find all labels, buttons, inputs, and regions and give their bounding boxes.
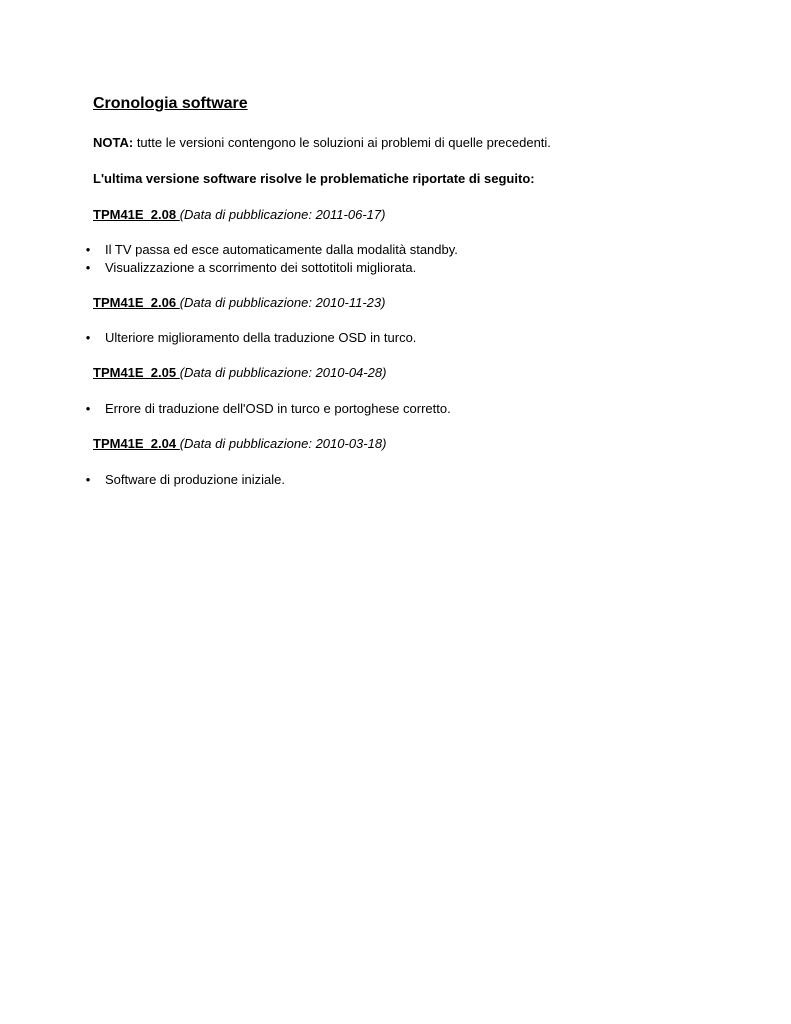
- page-title: Cronologia software: [93, 95, 248, 112]
- release-version: TPM41E_2.05: [93, 365, 180, 380]
- list-item: [0, 400, 700, 418]
- release-version: TPM41E_2.06: [93, 295, 180, 310]
- bullet-icon: •: [85, 242, 91, 257]
- release-date: (Data di pubblicazione: 2010-03-18): [179, 436, 387, 451]
- list-item: [0, 329, 700, 347]
- release-version: TPM41E_2.08: [93, 207, 180, 222]
- note-text: tutte le versioni contengono le soluzioni ai problemi di quelle precedenti.: [133, 135, 551, 150]
- release-heading: [93, 206, 733, 224]
- intro-paragraph: L'ultima versione software risolve le problematiche riportate di seguito:: [93, 171, 535, 186]
- note-label: NOTA:: [93, 135, 134, 150]
- list-item-text: Visualizzazione a scorrimento dei sottotitoli migliorata.: [105, 260, 417, 275]
- release-heading: [93, 435, 733, 453]
- release-heading: [93, 364, 733, 382]
- release-changes-list: [0, 241, 700, 277]
- release-heading: [93, 294, 733, 312]
- release-date: (Data di pubblicazione: 2010-04-28): [179, 365, 387, 380]
- bullet-icon: •: [85, 330, 91, 345]
- release-changes-list: [0, 471, 700, 489]
- release-date: (Data di pubblicazione: 2010-11-23): [179, 295, 386, 310]
- list-item-text: Errore di traduzione dell'OSD in turco e portoghese corretto.: [105, 401, 451, 416]
- bullet-icon: •: [85, 401, 91, 416]
- release-version: TPM41E_2.04: [93, 436, 180, 451]
- release-changes-list: [0, 329, 700, 347]
- release-date: (Data di pubblicazione: 2011-06-17): [179, 207, 386, 222]
- list-item: [0, 471, 700, 489]
- list-item-text: Ulteriore miglioramento della traduzione OSD in turco.: [105, 330, 417, 345]
- list-item: [0, 241, 700, 259]
- list-item: [0, 259, 700, 277]
- bullet-icon: •: [85, 260, 91, 275]
- note-paragraph: [93, 134, 733, 152]
- bullet-icon: •: [85, 472, 91, 487]
- list-item-text: Il TV passa ed esce automaticamente dalla modalità standby.: [105, 242, 458, 257]
- document-body: [85, 93, 733, 489]
- list-item-text: Software di produzione iniziale.: [105, 472, 285, 487]
- release-changes-list: [0, 400, 700, 418]
